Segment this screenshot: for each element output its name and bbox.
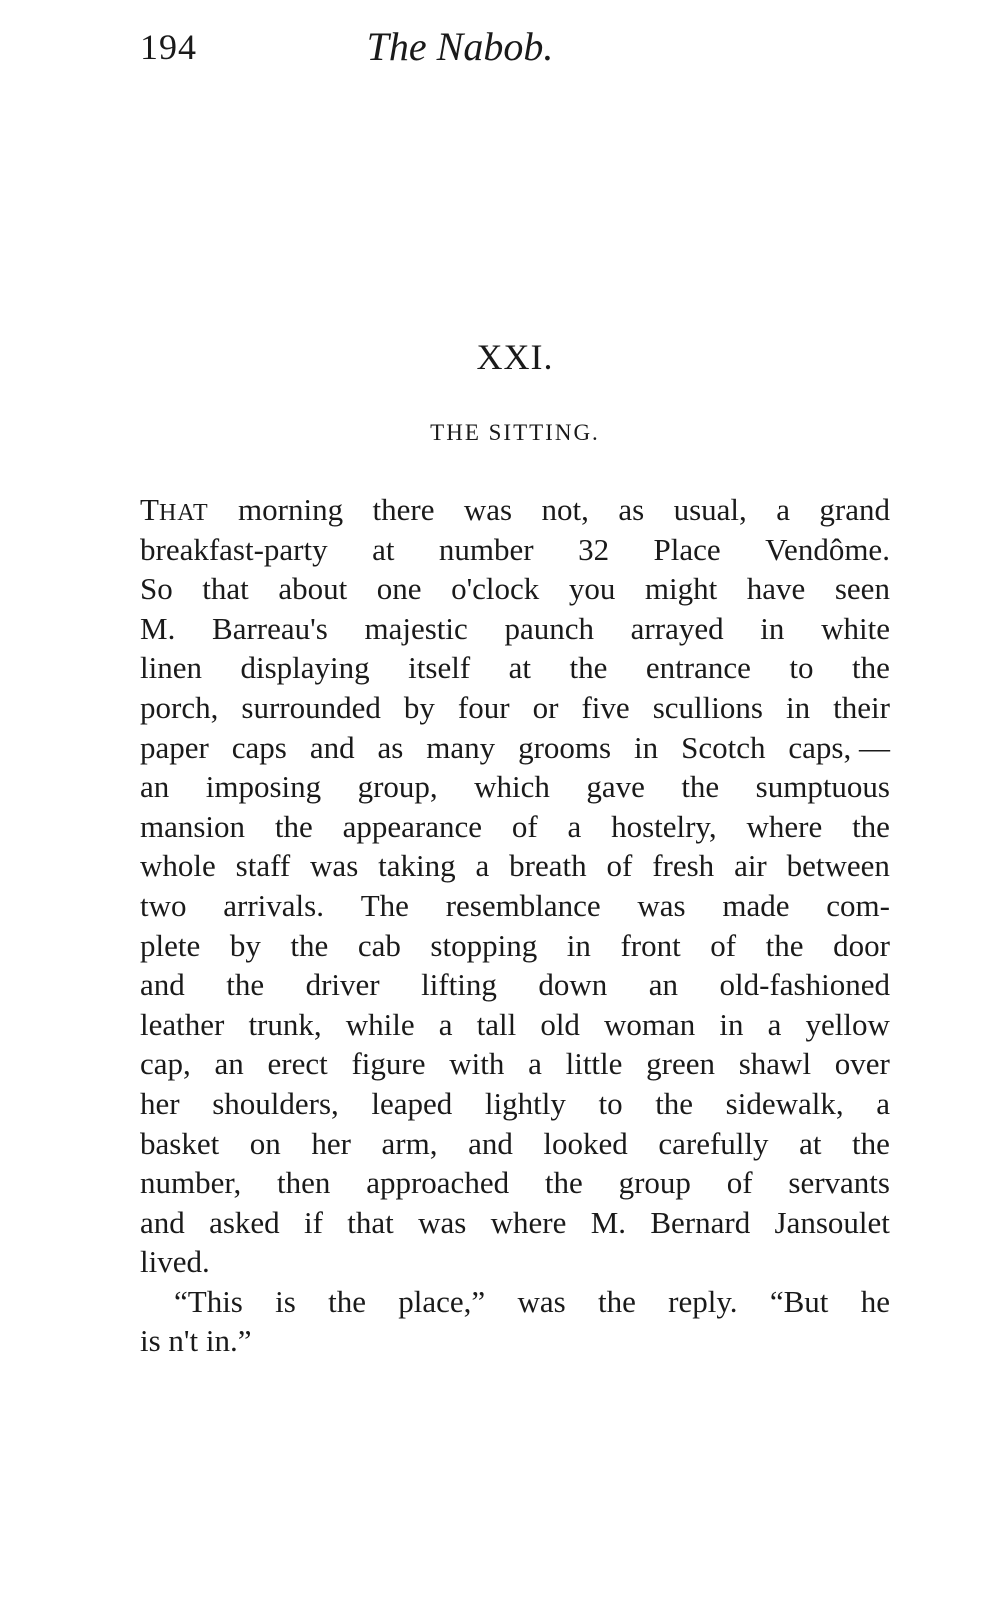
word: that bbox=[347, 1204, 394, 1240]
word: there bbox=[372, 492, 435, 527]
text-line bbox=[140, 1044, 890, 1084]
word: imposing bbox=[205, 769, 322, 805]
word: air bbox=[734, 848, 767, 884]
word: the bbox=[274, 808, 313, 844]
word: cap, bbox=[140, 1046, 191, 1082]
word: an bbox=[214, 1046, 244, 1082]
word: com- bbox=[826, 887, 890, 923]
word: one bbox=[376, 571, 422, 607]
word: reply. bbox=[668, 1283, 738, 1319]
word: of bbox=[606, 848, 633, 884]
word: 32 bbox=[578, 531, 610, 567]
word: grooms bbox=[518, 729, 612, 765]
lead-word bbox=[140, 490, 209, 530]
word: green bbox=[646, 1046, 715, 1082]
word: in bbox=[785, 689, 811, 725]
word: approached bbox=[366, 1165, 510, 1201]
word: of bbox=[710, 927, 737, 963]
word: of bbox=[511, 808, 538, 844]
word: shawl bbox=[738, 1046, 812, 1082]
word: the bbox=[226, 967, 265, 1003]
word: breath bbox=[509, 848, 587, 884]
word: old-fashioned bbox=[719, 967, 890, 1003]
word: stopping bbox=[430, 927, 538, 963]
word: while bbox=[345, 1006, 415, 1042]
word: in bbox=[760, 610, 785, 646]
word: front bbox=[620, 927, 681, 963]
running-title: The Nabob. bbox=[366, 24, 554, 69]
word: figure bbox=[351, 1046, 426, 1082]
word: by bbox=[229, 927, 261, 963]
word: caps bbox=[231, 729, 287, 765]
lead-smallcaps: HAT bbox=[158, 500, 209, 526]
word: not, bbox=[541, 492, 589, 527]
word: if bbox=[304, 1204, 323, 1240]
word: the bbox=[290, 927, 329, 963]
word: majestic bbox=[364, 610, 468, 646]
word: white bbox=[821, 610, 890, 646]
word: is bbox=[275, 1283, 296, 1319]
word: leaped bbox=[371, 1085, 453, 1121]
word: a bbox=[776, 492, 790, 527]
page-number: 194 bbox=[140, 27, 197, 67]
text-line bbox=[140, 1242, 890, 1282]
word: plete bbox=[140, 927, 201, 963]
word: was bbox=[517, 1283, 566, 1319]
word: group bbox=[618, 1165, 691, 1201]
word: shoulders, bbox=[212, 1085, 339, 1121]
word: M. bbox=[590, 1204, 627, 1240]
word: Vendôme. bbox=[765, 531, 890, 567]
word: carefully bbox=[658, 1125, 769, 1161]
word: and bbox=[140, 1204, 185, 1240]
word: and bbox=[468, 1125, 513, 1161]
word: Jansoulet bbox=[774, 1204, 890, 1240]
word: breakfast-party bbox=[140, 531, 328, 567]
word: number, bbox=[140, 1165, 242, 1201]
text-line bbox=[140, 965, 890, 1005]
word: a bbox=[876, 1085, 890, 1121]
word: about bbox=[278, 571, 348, 607]
text-line bbox=[140, 846, 890, 886]
word: the bbox=[852, 1125, 890, 1161]
word: at bbox=[799, 1125, 822, 1161]
word: was bbox=[418, 1204, 467, 1240]
word: little bbox=[565, 1046, 623, 1082]
word: trunk, bbox=[248, 1006, 322, 1042]
word: arrayed bbox=[630, 610, 724, 646]
word: arm, bbox=[381, 1125, 438, 1161]
word: was bbox=[637, 887, 686, 923]
word: old bbox=[540, 1006, 580, 1042]
text-line bbox=[140, 648, 890, 688]
word: entrance bbox=[645, 650, 751, 686]
word: o'clock bbox=[451, 571, 540, 607]
word: made bbox=[722, 887, 790, 923]
word: between bbox=[786, 848, 890, 884]
word: where bbox=[746, 808, 823, 844]
word: a bbox=[528, 1046, 542, 1082]
word: morning bbox=[238, 492, 344, 527]
word: place,” bbox=[398, 1283, 486, 1319]
word: surrounded bbox=[241, 689, 381, 725]
word: paunch bbox=[504, 610, 594, 646]
word: number bbox=[438, 531, 534, 567]
text-line bbox=[140, 886, 890, 926]
word: that bbox=[202, 571, 249, 607]
word: in bbox=[719, 1006, 744, 1042]
word: a bbox=[438, 1006, 453, 1042]
word: might bbox=[644, 571, 718, 607]
word: as bbox=[618, 492, 645, 527]
word: “This bbox=[174, 1283, 243, 1319]
word: where bbox=[490, 1204, 567, 1240]
word: their bbox=[833, 689, 890, 725]
word: the bbox=[765, 927, 804, 963]
word: to bbox=[598, 1085, 623, 1121]
word: group, bbox=[357, 769, 438, 805]
word: have bbox=[746, 571, 806, 607]
word: scullions bbox=[652, 689, 763, 725]
word: in bbox=[566, 927, 591, 963]
word: at bbox=[372, 531, 395, 567]
word: and bbox=[140, 967, 185, 1003]
word: a bbox=[567, 808, 582, 844]
word: he bbox=[860, 1283, 890, 1319]
text-line bbox=[140, 530, 890, 570]
text-line bbox=[140, 1084, 890, 1124]
chapter-number: XXI. bbox=[476, 337, 554, 377]
word: or bbox=[532, 689, 559, 725]
text-line bbox=[140, 490, 890, 530]
text-line bbox=[140, 1321, 890, 1361]
text-line bbox=[140, 1282, 890, 1322]
word: the bbox=[655, 1085, 694, 1121]
word: paper bbox=[140, 729, 209, 765]
word: basket bbox=[140, 1125, 220, 1161]
word: cab bbox=[357, 927, 401, 963]
word: looked bbox=[543, 1125, 628, 1161]
running-head bbox=[140, 22, 890, 72]
text-line bbox=[140, 728, 890, 768]
word: linen bbox=[140, 650, 202, 686]
word: you bbox=[568, 571, 616, 607]
word: which bbox=[474, 769, 550, 805]
word: an bbox=[648, 967, 679, 1003]
word: gave bbox=[586, 769, 645, 805]
word: lightly bbox=[484, 1085, 566, 1121]
word: the bbox=[328, 1283, 366, 1319]
word: servants bbox=[788, 1165, 890, 1201]
word: the bbox=[852, 650, 890, 686]
word: an bbox=[140, 769, 170, 805]
word: to bbox=[789, 650, 814, 686]
word: four bbox=[457, 689, 510, 725]
word: was bbox=[310, 848, 359, 884]
word: Barreau's bbox=[212, 610, 328, 646]
word: woman bbox=[604, 1006, 696, 1042]
word: door bbox=[833, 927, 890, 963]
word: arrivals. bbox=[223, 887, 324, 923]
word: porch, bbox=[140, 689, 219, 725]
text-line bbox=[140, 569, 890, 609]
word: in bbox=[634, 729, 659, 765]
text-line bbox=[140, 1005, 890, 1045]
word: as bbox=[377, 729, 404, 765]
text-line bbox=[140, 1124, 890, 1164]
word: displaying bbox=[240, 650, 370, 686]
word: M. bbox=[140, 610, 176, 646]
word: caps, — bbox=[788, 729, 890, 765]
word: a bbox=[767, 1006, 782, 1042]
word: Bernard bbox=[650, 1204, 751, 1240]
text-line bbox=[140, 767, 890, 807]
paragraph-end-text: lived. bbox=[140, 1244, 210, 1280]
word: the bbox=[569, 650, 608, 686]
word: sumptuous bbox=[755, 769, 890, 805]
word: down bbox=[538, 967, 608, 1003]
word: Place bbox=[653, 531, 721, 567]
word: The bbox=[360, 887, 409, 923]
word: So bbox=[140, 571, 173, 607]
chapter-title: THE SITTING. bbox=[430, 420, 600, 445]
word: mansion bbox=[140, 808, 246, 844]
word: five bbox=[581, 689, 630, 725]
word: leather bbox=[140, 1006, 225, 1042]
word: over bbox=[834, 1046, 890, 1082]
word: her bbox=[140, 1085, 180, 1121]
word: her bbox=[311, 1125, 351, 1161]
word: fresh bbox=[652, 848, 715, 884]
word: was bbox=[463, 492, 513, 527]
word: usual, bbox=[673, 492, 747, 527]
word: lifting bbox=[421, 967, 497, 1003]
word: then bbox=[277, 1165, 331, 1201]
word: many bbox=[426, 729, 496, 765]
word: two bbox=[140, 887, 187, 923]
text-line bbox=[140, 609, 890, 649]
word: driver bbox=[305, 967, 380, 1003]
word: erect bbox=[267, 1046, 328, 1082]
word: hostelry, bbox=[611, 808, 717, 844]
text-line bbox=[140, 926, 890, 966]
word: the bbox=[544, 1165, 583, 1201]
word: at bbox=[508, 650, 532, 686]
lead-capital: T bbox=[140, 492, 159, 527]
word: of bbox=[726, 1165, 753, 1201]
paragraph-end-text: is n't in.” bbox=[140, 1323, 252, 1359]
word: with bbox=[449, 1046, 505, 1082]
word: whole bbox=[140, 848, 216, 884]
word: seen bbox=[834, 571, 890, 607]
word: staff bbox=[235, 848, 291, 884]
word: “But bbox=[769, 1283, 829, 1319]
word: grand bbox=[819, 492, 890, 527]
word: appearance bbox=[342, 808, 482, 844]
word: resemblance bbox=[445, 887, 601, 923]
word: itself bbox=[408, 650, 471, 686]
word: tall bbox=[476, 1006, 517, 1042]
text-line bbox=[140, 1203, 890, 1243]
word: on bbox=[249, 1125, 281, 1161]
word: taking bbox=[378, 848, 456, 884]
chapter-body-text bbox=[140, 490, 890, 1361]
word: the bbox=[597, 1283, 636, 1319]
word: asked bbox=[209, 1204, 280, 1240]
word: and bbox=[309, 729, 355, 765]
word: a bbox=[475, 848, 490, 884]
word: sidewalk, bbox=[725, 1085, 844, 1121]
word: the bbox=[681, 769, 720, 805]
text-line bbox=[140, 1163, 890, 1203]
text-line bbox=[140, 688, 890, 728]
text-line bbox=[140, 807, 890, 847]
word: by bbox=[403, 689, 435, 725]
word: the bbox=[852, 808, 890, 844]
word: yellow bbox=[805, 1006, 890, 1042]
word: Scotch bbox=[681, 729, 766, 765]
